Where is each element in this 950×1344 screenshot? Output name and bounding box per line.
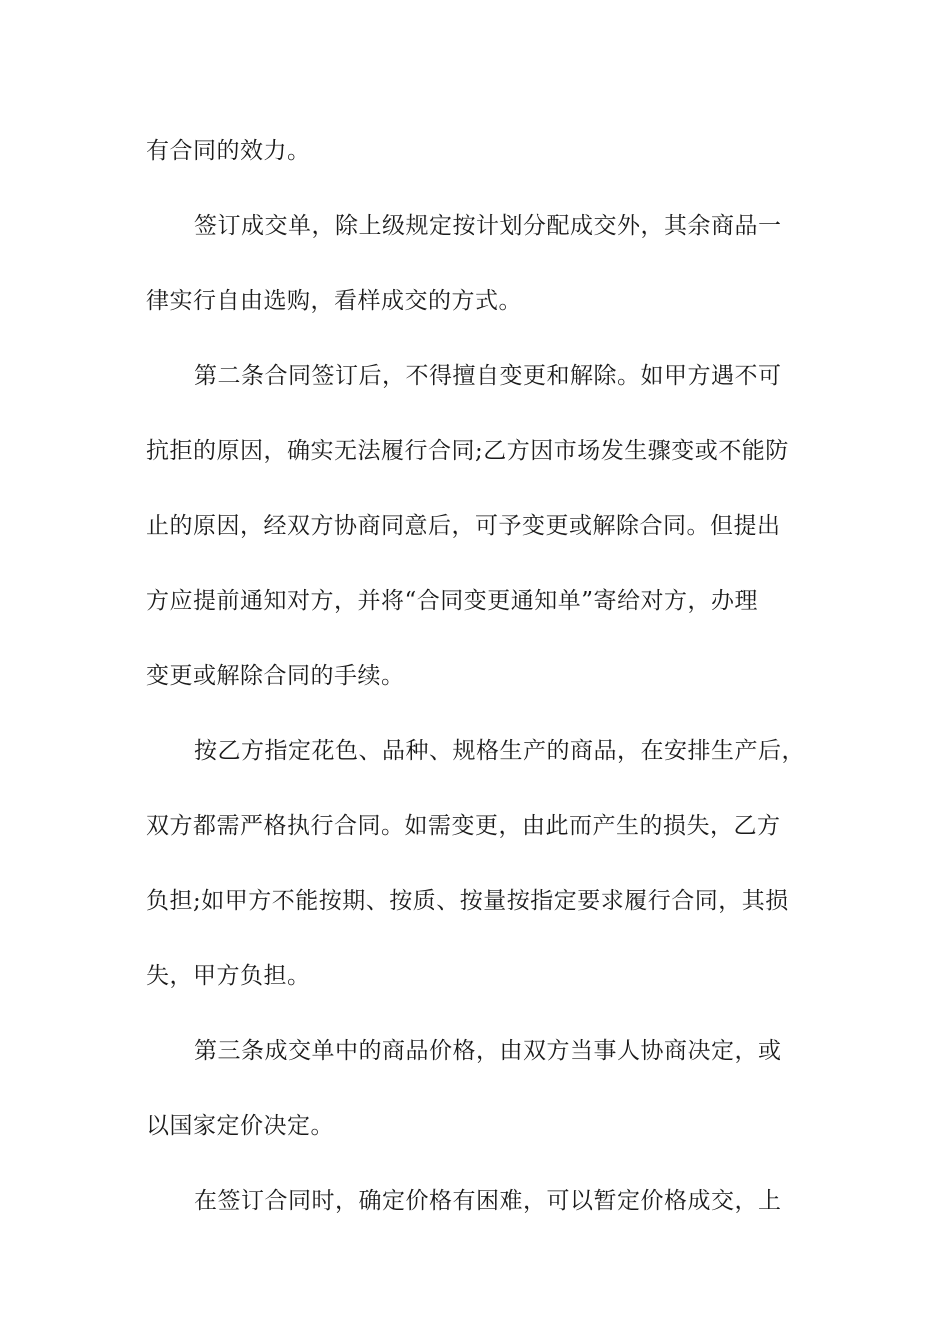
text-line: 律实行自由选购，看样成交的方式。 <box>146 288 522 314</box>
paragraph-start-line: 按乙方指定花色、品种、规格生产的商品，在安排生产后， <box>194 738 805 764</box>
text-line: 抗拒的原因，确实无法履行合同;乙方因市场发生骤变或不能防 <box>146 438 789 464</box>
paragraph-start-line: 在签订合同时，确定价格有困难，可以暂定价格成交，上 <box>194 1188 782 1214</box>
text-line: 以国家定价决定。 <box>146 1113 334 1139</box>
text-line: 方应提前通知对方，并将“合同变更通知单”寄给对方，办理 <box>146 588 759 614</box>
text-line: 止的原因，经双方协商同意后，可予变更或解除合同。但提出 <box>146 513 781 539</box>
paragraph-start-line: 第三条成交单中的商品价格，由双方当事人协商决定，或 <box>194 1038 782 1064</box>
text-line: 变更或解除合同的手续。 <box>146 663 405 689</box>
text-line: 双方都需严格执行合同。如需变更，由此而产生的损失，乙方 <box>146 813 781 839</box>
text-line: 有合同的效力。 <box>146 138 311 164</box>
text-line: 负担;如甲方不能按期、按质、按量按指定要求履行合同，其损 <box>146 888 789 914</box>
paragraph-start-line: 签订成交单，除上级规定按计划分配成交外，其余商品一 <box>194 213 782 239</box>
text-line: 失，甲方负担。 <box>146 963 311 989</box>
paragraph-start-line: 第二条合同签订后，不得擅自变更和解除。如甲方遇不可 <box>194 363 782 389</box>
